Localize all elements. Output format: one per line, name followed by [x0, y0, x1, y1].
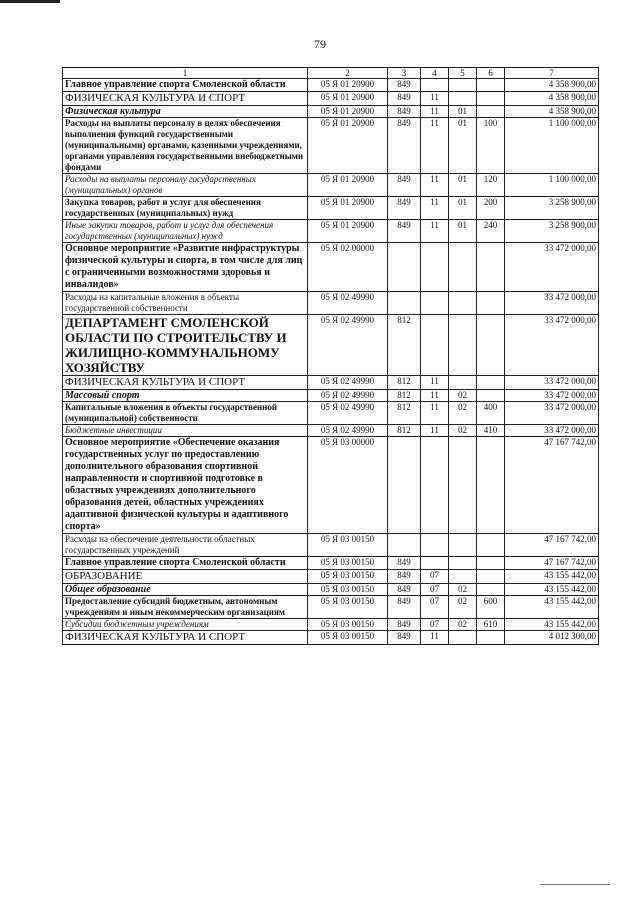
table-row [63, 425, 599, 437]
row-name-cell: Расходы на обеспечение деятельности областных государственных учреждений [63, 534, 308, 557]
admin-code-cell [388, 292, 421, 315]
subsection-cell [449, 79, 477, 92]
row-name-cell: Физическая культура [63, 106, 308, 118]
subsection-cell [449, 315, 477, 376]
budget-table [62, 67, 599, 645]
target-article-cell: 05 Я 03 00150 [308, 534, 388, 557]
expense-type-cell: 100 [477, 118, 505, 174]
admin-code-cell: 849 [388, 619, 421, 631]
expense-type-cell: 610 [477, 619, 505, 631]
section-cell: 11 [421, 425, 449, 437]
subsection-cell: 02 [449, 425, 477, 437]
row-name-cell: Иные закупки товаров, работ и услуг для обеспечения государственных (муниципальных) нужд [63, 220, 308, 243]
row-name-cell: Капитальные вложения в объекты государственной (муниципальной) собственности [63, 402, 308, 425]
table-row [63, 390, 599, 402]
section-cell: 11 [421, 376, 449, 390]
admin-code-cell: 849 [388, 584, 421, 596]
row-name-cell: Основное мероприятие «Развитие инфраструктуры физической культуры и спорта, в том числе для лиц с ограниченными возможностями здоровья и инвалидов» [63, 243, 308, 292]
expense-type-cell: 120 [477, 174, 505, 197]
row-name-cell: Основное мероприятие «Обеспечение оказания государственных услуг по предоставлению дополнительного образования спортивной направленности и спортивной подготовке в областных учреждениях дополнительного образования детей, областных учреждениях адаптивной физической культуры и адаптивного спорта» [63, 437, 308, 534]
expense-type-cell [477, 292, 505, 315]
amount-cell: 4 358 900,00 [505, 79, 599, 92]
section-cell: 11 [421, 631, 449, 645]
amount-cell: 4 358 900,00 [505, 106, 599, 118]
subsection-cell: 02 [449, 596, 477, 619]
subsection-cell [449, 534, 477, 557]
amount-cell: 33 472 000,00 [505, 243, 599, 292]
expense-type-cell [477, 390, 505, 402]
target-article-cell: 05 Я 02 49990 [308, 390, 388, 402]
target-article-cell: 05 Я 02 49990 [308, 425, 388, 437]
expense-type-cell [477, 243, 505, 292]
expense-type-cell [477, 376, 505, 390]
admin-code-cell: 812 [388, 425, 421, 437]
expense-type-cell: 200 [477, 197, 505, 220]
row-name-cell: Закупка товаров, работ и услуг для обеспечения государственных (муниципальных) нужд [63, 197, 308, 220]
expense-type-cell: 240 [477, 220, 505, 243]
table-row [63, 197, 599, 220]
target-article-cell: 05 Я 01 20900 [308, 92, 388, 106]
target-article-cell: 05 Я 03 00150 [308, 619, 388, 631]
amount-cell: 4 012 300,00 [505, 631, 599, 645]
target-article-cell: 05 Я 03 00150 [308, 584, 388, 596]
column-header: 6 [477, 68, 505, 79]
table-row [63, 557, 599, 570]
target-article-cell: 05 Я 01 20900 [308, 79, 388, 92]
section-cell: 07 [421, 596, 449, 619]
admin-code-cell: 849 [388, 92, 421, 106]
table-header-row [63, 68, 599, 79]
subsection-cell [449, 92, 477, 106]
table-row [63, 619, 599, 631]
section-cell: 11 [421, 402, 449, 425]
admin-code-cell: 849 [388, 106, 421, 118]
table-row [63, 584, 599, 596]
row-name-cell: ДЕПАРТАМЕНТ СМОЛЕНСКОЙ ОБЛАСТИ ПО СТРОИТЕЛЬСТВУ И ЖИЛИЩНО-КОММУНАЛЬНОМУ ХОЗЯЙСТВУ [63, 315, 308, 376]
target-article-cell: 05 Я 02 49990 [308, 376, 388, 390]
expense-type-cell [477, 534, 505, 557]
row-name-cell: ОБРАЗОВАНИЕ [63, 570, 308, 584]
expense-type-cell [477, 631, 505, 645]
table-row [63, 243, 599, 292]
amount-cell: 43 155 442,00 [505, 619, 599, 631]
column-header: 2 [308, 68, 388, 79]
row-name-cell: Субсидии бюджетным учреждениям [63, 619, 308, 631]
row-name-cell: Бюджетные инвестиции [63, 425, 308, 437]
subsection-cell [449, 437, 477, 534]
subsection-cell: 02 [449, 584, 477, 596]
subsection-cell: 02 [449, 402, 477, 425]
subsection-cell: 02 [449, 390, 477, 402]
expense-type-cell [477, 584, 505, 596]
column-header: 1 [63, 68, 308, 79]
expense-type-cell [477, 557, 505, 570]
scan-artifact-line [0, 0, 60, 3]
table-row [63, 118, 599, 174]
row-name-cell: Расходы на капитальные вложения в объекты государственной собственности [63, 292, 308, 315]
subsection-cell [449, 292, 477, 315]
amount-cell: 43 155 442,00 [505, 596, 599, 619]
section-cell [421, 315, 449, 376]
target-article-cell: 05 Я 01 20900 [308, 197, 388, 220]
amount-cell: 3 258 900,00 [505, 197, 599, 220]
admin-code-cell: 849 [388, 631, 421, 645]
amount-cell: 43 155 442,00 [505, 570, 599, 584]
amount-cell: 33 472 000,00 [505, 390, 599, 402]
page-number: 79 [314, 37, 326, 51]
admin-code-cell: 849 [388, 79, 421, 92]
table-row [63, 570, 599, 584]
amount-cell: 43 155 442,00 [505, 584, 599, 596]
row-name-cell: Предоставление субсидий бюджетным, автономным учреждениям и иным некоммерческим организациям [63, 596, 308, 619]
subsection-cell [449, 570, 477, 584]
table-row [63, 220, 599, 243]
admin-code-cell [388, 243, 421, 292]
section-cell: 07 [421, 584, 449, 596]
section-cell [421, 534, 449, 557]
target-article-cell: 05 Я 03 00150 [308, 631, 388, 645]
row-name-cell: ФИЗИЧЕСКАЯ КУЛЬТУРА И СПОРТ [63, 631, 308, 645]
admin-code-cell: 849 [388, 174, 421, 197]
target-article-cell: 05 Я 02 49990 [308, 402, 388, 425]
section-cell: 07 [421, 619, 449, 631]
target-article-cell: 05 Я 02 00000 [308, 243, 388, 292]
subsection-cell [449, 376, 477, 390]
subsection-cell: 01 [449, 197, 477, 220]
admin-code-cell: 849 [388, 570, 421, 584]
expense-type-cell: 400 [477, 402, 505, 425]
admin-code-cell: 812 [388, 315, 421, 376]
admin-code-cell: 849 [388, 596, 421, 619]
amount-cell: 3 258 900,00 [505, 220, 599, 243]
column-header: 5 [449, 68, 477, 79]
row-name-cell: ФИЗИЧЕСКАЯ КУЛЬТУРА И СПОРТ [63, 92, 308, 106]
section-cell [421, 292, 449, 315]
table-row [63, 534, 599, 557]
expense-type-cell [477, 92, 505, 106]
table-row [63, 79, 599, 92]
column-header: 4 [421, 68, 449, 79]
expense-type-cell [477, 79, 505, 92]
row-name-cell: Расходы на выплаты персоналу в целях обеспечения выполнения функций государственными (муниципальными) органами, казенными учреждениями, органами управления государственными внебюджетными фондами [63, 118, 308, 174]
admin-code-cell: 812 [388, 376, 421, 390]
table-row [63, 631, 599, 645]
section-cell: 11 [421, 92, 449, 106]
amount-cell: 33 472 000,00 [505, 402, 599, 425]
table-row [63, 596, 599, 619]
table-body [63, 79, 599, 645]
expense-type-cell [477, 315, 505, 376]
target-article-cell: 05 Я 03 00000 [308, 437, 388, 534]
expense-type-cell [477, 106, 505, 118]
subsection-cell: 01 [449, 174, 477, 197]
amount-cell: 47 167 742,00 [505, 437, 599, 534]
subsection-cell: 01 [449, 220, 477, 243]
section-cell: 11 [421, 220, 449, 243]
subsection-cell: 02 [449, 619, 477, 631]
amount-cell: 33 472 000,00 [505, 376, 599, 390]
amount-cell: 4 358 900,00 [505, 92, 599, 106]
target-article-cell: 05 Я 01 20900 [308, 106, 388, 118]
section-cell [421, 243, 449, 292]
amount-cell: 33 472 000,00 [505, 292, 599, 315]
table-row [63, 174, 599, 197]
amount-cell: 1 100 000,00 [505, 118, 599, 174]
table-row [63, 437, 599, 534]
section-cell: 11 [421, 197, 449, 220]
admin-code-cell: 812 [388, 402, 421, 425]
section-cell: 11 [421, 106, 449, 118]
admin-code-cell: 812 [388, 390, 421, 402]
target-article-cell: 05 Я 02 49990 [308, 315, 388, 376]
admin-code-cell: 849 [388, 118, 421, 174]
amount-cell: 33 472 000,00 [505, 315, 599, 376]
row-name-cell: Главное управление спорта Смоленской области [63, 79, 308, 92]
table-row [63, 376, 599, 390]
admin-code-cell: 849 [388, 220, 421, 243]
target-article-cell: 05 Я 01 20900 [308, 118, 388, 174]
section-cell: 11 [421, 390, 449, 402]
table-row [63, 402, 599, 425]
table-row [63, 92, 599, 106]
target-article-cell: 05 Я 03 00150 [308, 596, 388, 619]
expense-type-cell [477, 437, 505, 534]
column-header: 7 [505, 68, 599, 79]
section-cell [421, 437, 449, 534]
footer-rule [540, 884, 610, 885]
admin-code-cell: 849 [388, 557, 421, 570]
row-name-cell: Расходы на выплаты персоналу государственных (муниципальных) органов [63, 174, 308, 197]
expense-type-cell: 600 [477, 596, 505, 619]
section-cell: 11 [421, 118, 449, 174]
subsection-cell [449, 243, 477, 292]
subsection-cell: 01 [449, 118, 477, 174]
subsection-cell [449, 631, 477, 645]
table-row [63, 315, 599, 376]
expense-type-cell [477, 570, 505, 584]
admin-code-cell: 849 [388, 197, 421, 220]
target-article-cell: 05 Я 02 49990 [308, 292, 388, 315]
amount-cell: 33 472 000,00 [505, 425, 599, 437]
table-row [63, 106, 599, 118]
section-cell: 11 [421, 174, 449, 197]
expense-type-cell: 410 [477, 425, 505, 437]
row-name-cell: Массовый спорт [63, 390, 308, 402]
section-cell: 07 [421, 570, 449, 584]
admin-code-cell [388, 534, 421, 557]
subsection-cell: 01 [449, 106, 477, 118]
admin-code-cell [388, 437, 421, 534]
target-article-cell: 05 Я 01 20900 [308, 220, 388, 243]
amount-cell: 47 167 742,00 [505, 557, 599, 570]
row-name-cell: ФИЗИЧЕСКАЯ КУЛЬТУРА И СПОРТ [63, 376, 308, 390]
target-article-cell: 05 Я 03 00150 [308, 570, 388, 584]
column-header: 3 [388, 68, 421, 79]
target-article-cell: 05 Я 01 20900 [308, 174, 388, 197]
row-name-cell: Общее образование [63, 584, 308, 596]
amount-cell: 47 167 742,00 [505, 534, 599, 557]
amount-cell: 1 100 000,00 [505, 174, 599, 197]
table-row [63, 292, 599, 315]
subsection-cell [449, 557, 477, 570]
target-article-cell: 05 Я 03 00150 [308, 557, 388, 570]
section-cell [421, 557, 449, 570]
row-name-cell: Главное управление спорта Смоленской области [63, 557, 308, 570]
section-cell [421, 79, 449, 92]
